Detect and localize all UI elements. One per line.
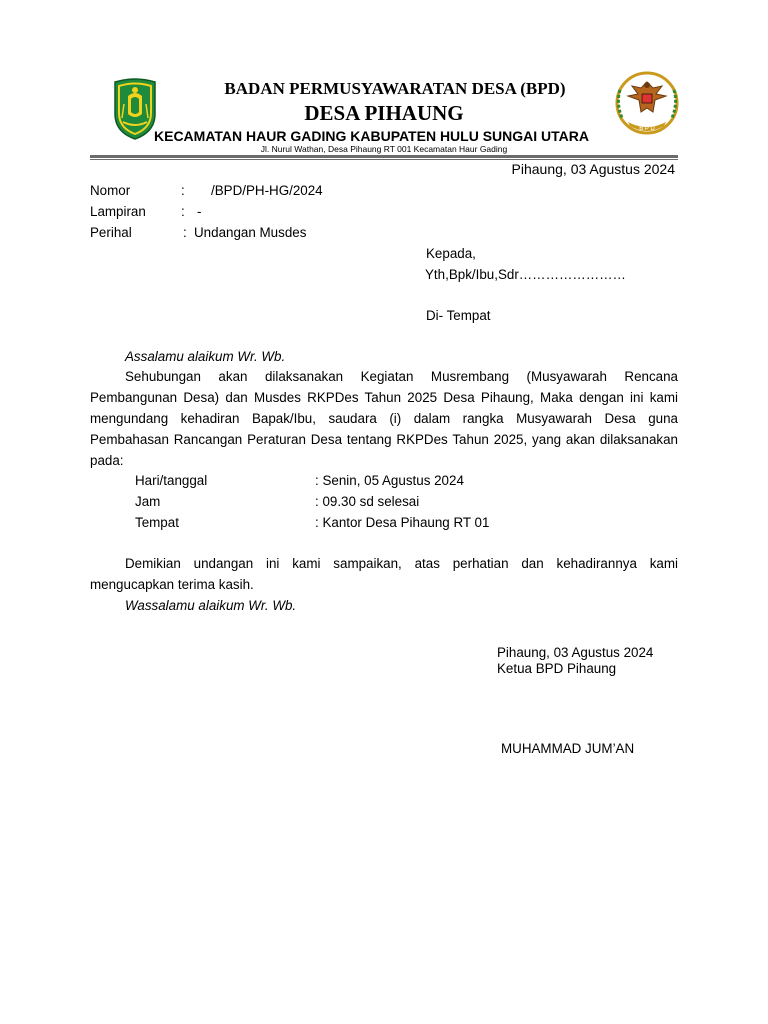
meta-sep-perihal: : [183,225,187,240]
address-line: Jl. Nurul Wathan, Desa Pihaung RT 001 Kecamatan Haur Gading [260,144,508,154]
schedule-label-time: Jam [135,494,161,509]
signature-title: Ketua BPD Pihaung [497,661,617,676]
recipient-name: Yth,Bpk/Ibu,Sdr…………………… [425,267,626,282]
org-name: BADAN PERMUSYAWARATAN DESA (BPD) [224,79,566,98]
paragraph-closing: Demikian undangan ini kami sampaikan, atas perhatian dan kehadirannya kami mengucapkan terima kasih. [90,556,678,592]
svg-text:B P D: B P D [639,126,655,132]
schedule-value-time: : 09.30 sd selesai [315,494,420,509]
farewell: Wassalamu alaikum Wr. Wb. [125,598,297,613]
district-name: KECAMATAN HAUR GADING KABUPATEN HULU SUNGAI UTARA [154,128,590,144]
meta-label-perihal: Perihal [90,225,132,240]
meta-sep-nomor: : [181,183,185,198]
schedule-value-date: : Senin, 05 Agustus 2024 [315,473,464,488]
meta-value-lampiran: - [197,204,202,219]
meta-value-perihal: Undangan Musdes [194,225,307,240]
schedule-label-place: Tempat [135,515,179,530]
letterhead-rule-thick [90,155,678,158]
recipient-to: Kepada, [426,246,476,261]
meta-label-lampiran: Lampiran [90,204,146,219]
greeting: Assalamu alaikum Wr. Wb. [125,349,286,364]
date-line: Pihaung, 03 Agustus 2024 [511,161,675,177]
signature-date: Pihaung, 03 Agustus 2024 [497,645,654,660]
signature-name: MUHAMMAD JUM’AN [501,741,635,756]
meta-sep-lampiran: : [181,204,185,219]
meta-label-nomor: Nomor [90,183,131,198]
village-name: DESA PIHAUNG [304,101,464,125]
schedule-value-place: : Kantor Desa Pihaung RT 01 [315,515,490,530]
schedule-label-date: Hari/tanggal [135,473,208,488]
recipient-place: Di- Tempat [426,308,491,323]
meta-value-nomor: /BPD/PH-HG/2024 [211,183,323,198]
paragraph-invitation: Sehubungan akan dilaksanakan Kegiatan Musrembang (Musyawarah Rencana Pembangunan Desa) dan Musdes RKPDes Tahun 2025 Desa Pihaung, Maka dengan ini kami mengundang kehadiran Bapak/Ibu, saudara (i) dalam rangka Musyawarah Desa guna Pembahasan Rancangan Peraturan Desa tentang RKPDes Tahun 2025, yang akan dilaksanakan pada: [90,369,678,468]
